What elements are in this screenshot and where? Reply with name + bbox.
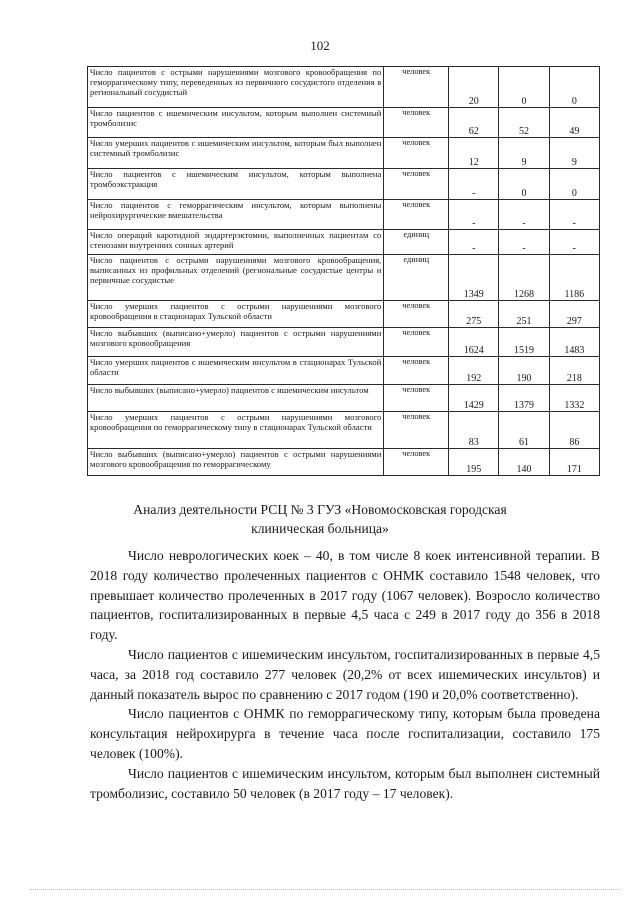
table-row: [88, 301, 600, 328]
row-value-1: 12: [449, 138, 499, 169]
row-value-2: 1379: [499, 385, 549, 412]
row-value-1: 1429: [449, 385, 499, 412]
row-value-3: -: [549, 200, 599, 230]
row-unit: единиц: [384, 230, 449, 255]
row-value-3: 1332: [549, 385, 599, 412]
section-heading: [110, 500, 530, 538]
row-value-2: 9: [499, 138, 549, 169]
row-value-2: -: [499, 230, 549, 255]
row-description: Число пациентов с геморрагическим инсультом, которым выполнены нейрохирургические вмешательства: [88, 200, 384, 230]
row-unit: человек: [384, 301, 449, 328]
row-unit: человек: [384, 169, 449, 200]
body-text: [90, 546, 600, 803]
row-unit: человек: [384, 385, 449, 412]
row-unit: человек: [384, 412, 449, 449]
row-description: Число операций каротидной эндартерэктомии, выполненных пациентам со стенозами внутренних сонных артерий: [88, 230, 384, 255]
table-row: [88, 169, 600, 200]
table-row: [88, 357, 600, 385]
section-heading-line-2: клиническая больница»: [251, 521, 389, 536]
row-unit: человек: [384, 200, 449, 230]
row-value-1: 83: [449, 412, 499, 449]
table-row: [88, 385, 600, 412]
row-description: Число пациентов с ишемическим инсультом, которым выполнена тромбоэкстракция: [88, 169, 384, 200]
row-description: Число умерших пациентов с острыми нарушениями мозгового кровообращения по геморрагическому типу в стационарах Тульской области: [88, 412, 384, 449]
row-value-3: 1483: [549, 328, 599, 357]
row-description: Число пациентов с острыми нарушениями мозгового кровообращения, выписанных из профильных отделений (региональные сосудистые центры и первичные сосудистые: [88, 255, 384, 301]
row-unit: человек: [384, 328, 449, 357]
row-unit: человек: [384, 357, 449, 385]
row-value-1: 192: [449, 357, 499, 385]
table-row: [88, 67, 600, 108]
row-description: Число умерших пациентов с ишемическим инсультом в стационарах Тульской области: [88, 357, 384, 385]
scan-artifact-divider: [30, 889, 620, 892]
row-description: Число выбывших (выписано+умерло) пациентов с ишемическим инсультом: [88, 385, 384, 412]
table-row: [88, 138, 600, 169]
row-value-1: 195: [449, 449, 499, 476]
row-value-2: 52: [499, 108, 549, 138]
row-description: Число пациентов с ишемическим инсультом, которым выполнен системный тромболизис: [88, 108, 384, 138]
row-value-2: 61: [499, 412, 549, 449]
row-unit: человек: [384, 138, 449, 169]
table-row: [88, 108, 600, 138]
paragraph: Число неврологических коек – 40, в том числе 8 коек интенсивной терапии. В 2018 году количество пролеченных пациентов с ОНМК составило 1548 человек, что превышает количество пролеченных в 2017 году (1067 человек). Возросло количество пациентов, госпитализированных в первые 4,5 часа с 249 в 2017 году до 356 в 2018 году.: [90, 548, 600, 643]
row-value-3: 86: [549, 412, 599, 449]
row-value-1: 1349: [449, 255, 499, 301]
row-unit: человек: [384, 108, 449, 138]
paragraph: Число пациентов с ОНМК по геморрагическому типу, которым была проведена консультация нейрохирурга в течение часа после госпитализации, составило 175 человек (100%).: [90, 706, 600, 761]
row-value-1: 1624: [449, 328, 499, 357]
row-value-2: 1268: [499, 255, 549, 301]
row-value-3: 0: [549, 169, 599, 200]
row-value-1: 62: [449, 108, 499, 138]
row-value-3: 218: [549, 357, 599, 385]
row-value-2: 190: [499, 357, 549, 385]
row-value-3: 9: [549, 138, 599, 169]
statistics-table: [87, 66, 600, 476]
row-value-2: 251: [499, 301, 549, 328]
row-value-1: -: [449, 230, 499, 255]
row-value-2: -: [499, 200, 549, 230]
table-row: [88, 328, 600, 357]
section-heading-line-1: Анализ деятельности РСЦ № 3 ГУЗ «Новомосковская городская: [133, 502, 507, 517]
row-unit: единиц: [384, 255, 449, 301]
row-description: Число умерших пациентов с острыми нарушениями мозгового кровообращения в стационарах Тульской области: [88, 301, 384, 328]
row-value-2: 1519: [499, 328, 549, 357]
row-value-1: 20: [449, 67, 499, 108]
row-unit: человек: [384, 67, 449, 108]
row-description: Число выбывших (выписано+умерло) пациентов с острыми нарушениями мозгового кровообращения: [88, 328, 384, 357]
row-description: Число умерших пациентов с ишемическим инсультом, которым был выполнен системный тромболизис: [88, 138, 384, 169]
row-value-3: 0: [549, 67, 599, 108]
row-value-3: 297: [549, 301, 599, 328]
table-row: [88, 230, 600, 255]
paragraph: Число пациентов с ишемическим инсультом, госпитализированных в первые 4,5 часа, за 2018 год составило 277 человек (20,2% от всех ишемических инсультов) и данный показатель вырос по сравнению с 2017 годом (190 и 20,0% соответственно).: [90, 646, 600, 702]
row-description: Число выбывших (выписано+умерло) пациентов с острыми нарушениями мозгового кровообращения по геморрагическому: [88, 449, 384, 476]
table-row: [88, 255, 600, 301]
row-value-2: 140: [499, 449, 549, 476]
row-value-3: 1186: [549, 255, 599, 301]
table-row: [88, 449, 600, 476]
paragraph: Число пациентов с ишемическим инсультом, которым был выполнен системный тромболизис, составило 50 человек (в 2017 году – 17 человек).: [90, 765, 600, 801]
table-row: [88, 412, 600, 449]
row-value-1: 275: [449, 301, 499, 328]
row-value-2: 0: [499, 169, 549, 200]
row-value-3: 171: [549, 449, 599, 476]
table-row: [88, 200, 600, 230]
row-unit: человек: [384, 449, 449, 476]
row-description: Число пациентов с острыми нарушениями мозгового кровообращения по геморрагическому типу, переведенных из первичного сосудистого отделения в региональный сосудистый: [88, 67, 384, 108]
row-value-1: -: [449, 169, 499, 200]
row-value-3: 49: [549, 108, 599, 138]
row-value-3: -: [549, 230, 599, 255]
row-value-1: -: [449, 200, 499, 230]
row-value-2: 0: [499, 67, 549, 108]
page-number: 102: [310, 38, 330, 53]
